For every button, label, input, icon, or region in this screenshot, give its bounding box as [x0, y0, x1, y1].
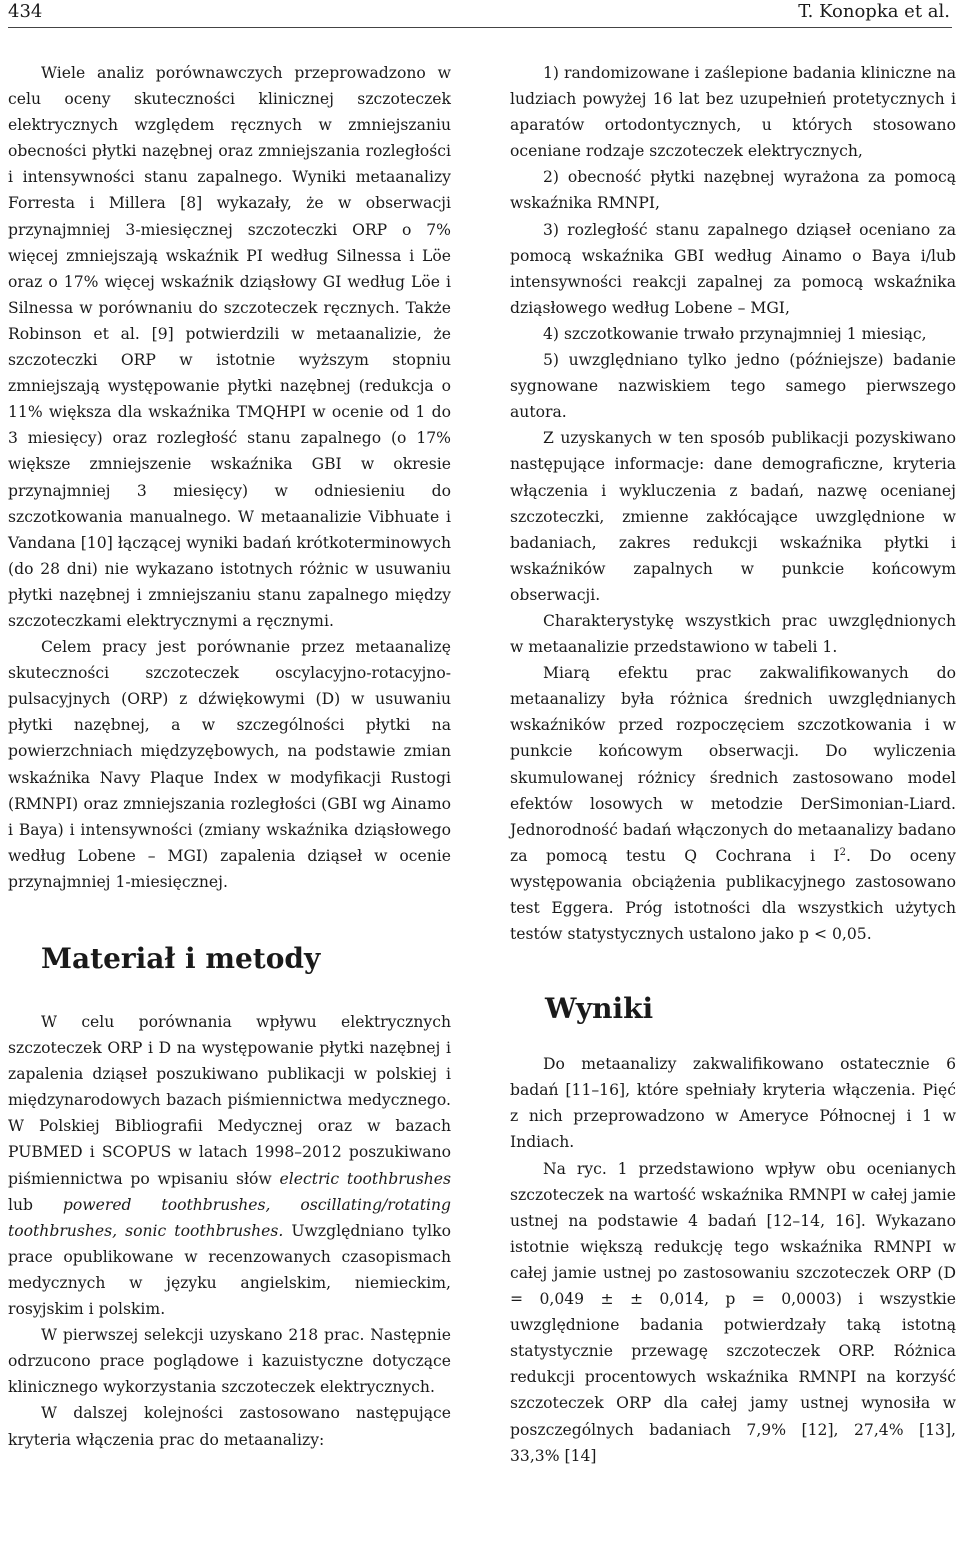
header-rule	[8, 27, 952, 28]
statistics-superscript: 2	[839, 846, 847, 858]
criteria-intro-paragraph: W dalszej kolejności zastosowano następujące kryteria włączenia prac do metaanalizy:	[8, 1404, 451, 1449]
results-paragraph-2: Na ryc. 1 przedstawiono wpływ obu ocenianych szczoteczek na wartość wskaźnika RMNPI w całej jamie ustnej na podstawie 4 badań [12–14, 16]. Wykazano istotnie większą redukcję tego wskaźnika RMNPI w całej jamie ustnej po zastosowaniu szczoteczek ORP (D = 0,049 ± ± 0,014, p = 0,0003) i wszystkie uwzględnione badania potwierdzały taką istotną statystycznie przewagę szczoteczek ORP. Różnica redukcji procentowych wskaźnika RMNPI na korzyść szczoteczek ORP dla całej jamy ustnej wynosiła w poszczególnych badaniach 7,9% [12], 27,4% [13], 33,3% [14]	[510, 1159, 956, 1465]
selection-paragraph: W pierwszej selekcji uzyskano 218 prac. Następnie odrzucono prace poglądowe i kazuistyczne dotyczące klinicznego wykorzystania szczoteczek elektrycznych.	[8, 1326, 451, 1397]
methods-text-b: lub	[8, 1195, 63, 1214]
criterion-2: 2) obecność płytki nazębnej wyrażona za pomocą wskaźnika RMNPI,	[510, 168, 956, 213]
aim-paragraph: Celem pracy jest porównanie przez metaanalizę skuteczności szczoteczek oscylacyjno-rotacyjno-pulsacyjnych (ORP) z dźwiękowymi (D) w usuwaniu płytki nazębnej, a w szczególności płytki na powierzchniach międzyzębowych, na podstawie zmian wskaźnika Navy Plaque Index w modyfikacji Rustogi (RMNPI) oraz zmniejszania rozległości (GBI wg Ainamo i Baya) i intensywności (zmiany wskaźnika dziąsłowego według Lobene – MGI) zapalenia dziąseł w ocenie przynajmniej 1-miesięcznej.	[8, 638, 451, 891]
statistics-text-a: Miarą efektu prac zakwalifikowanych do metaanalizy była różnica średnich uwzględnianych wskaźników przed rozpoczęciem szczotkowania i w punkcie końcowym obserwacji. Do wyliczenia skumulowanej różnicy średnich zastosowano model efektów losowych w metodzie DerSimonian-Liard. Jednorodność badań włączonych do metaanalizy badano za pomocą testu Q Cochrana i I	[510, 664, 956, 865]
methods-keywords-2: powered toothbrushes, oscillating/rotating toothbrushes, sonic toothbrushes.	[8, 1195, 451, 1240]
criterion-5: 5) uwzględniano tylko jedno (późniejsze) badanie sygnowane nazwiskiem tego samego pierwszego autora.	[510, 351, 956, 422]
methods-text-a: W celu porównania wpływu elektrycznych szczoteczek ORP i D na występowanie płytki nazębnej i zapalenia dziąseł poszukiwano publikacji w polskiej i międzynarodowych bazach piśmiennictwa medycznego. W Polskiej Bibliografii Medycznej oraz w bazach PUBMED i SCOPUS w latach 1998–2012 poszukiwano piśmiennictwa po wpisaniu słów	[8, 1013, 451, 1188]
running-head: T. Konopka et al.	[798, 1, 950, 22]
methods-keywords-1: electric toothbrushes	[279, 1169, 452, 1188]
methods-paragraph	[8, 1009, 451, 1322]
left-column	[8, 60, 451, 1453]
intro-paragraph: Wiele analiz porównawczych przeprowadzono w celu oceny skuteczności klinicznej szczoteczek elektrycznych względem ręcznych w zmniejszaniu obecności płytki nazębnej oraz zmniejszania rozległości i intensywności stanu zapalnego. Wyniki metaanalizy Forresta i Millera [8] wykazały, że w obserwacji przynajmniej 3-miesięcznej szczoteczki ORP o 7% więcej zmniejszają wskaźnik PI według Silnessa i Löe oraz o 17% więcej wskaźnik dziąsłowy GI według Löe i Silnessa w porównaniu do szczoteczek ręcznych. Także Robinson et al. [9] potwierdzili w metaanalizie, że szczoteczki ORP w istotnie wyższym stopniu zmniejszają występowanie płytki nazębnej (redukcja o 11% większa dla wskaźnika TMQHPI w ocenie od 1 do 3 miesięcy) oraz rozległość stanu zapalnego (o 17% większe zmniejszenie wskaźnika GBI w okresie przynajmniej 3 miesięcy) w odniesieniu do szczotkowania manualnego. W metaanalizie Vibhuate i Vandana [10] łączącej wyniki badań krótkoterminowych (do 28 dni) nie wykazano istotnych różnic w usuwaniu płytki nazębnej i zmniejszaniu stanu zapalnego między szczoteczkami elektrycznymi a ręcznymi.	[8, 64, 451, 630]
criterion-3: 3) rozległość stanu zapalnego dziąseł oceniano za pomocą wskaźnika GBI według Ainamo o Baya i/lub intensywności reakcji zapalnej za pomocą wskaźnika dziąsłowego według Lobene – MGI,	[510, 220, 956, 317]
statistics-paragraph	[510, 660, 956, 947]
page-number: 434	[8, 1, 43, 22]
page-header	[8, 0, 952, 26]
statistics-text-b: . Do oceny występowania obciążenia publikacyjnego zastosowano test Eggera. Próg istotności dla wszystkich użytych testów statystycznych ustalono jako p < 0,05.	[510, 846, 956, 944]
methods-text-c: Uwzględniano tylko prace opublikowane w recenzowanych czasopismach medycznych w języku angielskim, niemieckim, rosyjskim i polskim.	[8, 1221, 451, 1319]
right-column	[510, 60, 956, 1469]
table-reference-paragraph: Charakterystykę wszystkich prac uwzględnionych w metaanalizie przedstawiono w tabeli 1.	[510, 611, 956, 657]
results-paragraph-1: Do metaanalizy zakwalifikowano ostatecznie 6 badań [11–16], które spełniały kryteria włączenia. Pięć z nich przeprowadzono w Ameryce Północnej i 1 w Indiach.	[510, 1055, 956, 1152]
section-heading-methods: Materiał i metody	[41, 942, 321, 975]
criterion-1: 1) randomizowane i zaślepione badania kliniczne na ludziach powyżej 16 lat bez uzupełnień protetycznych i aparatów ortodontycznych, u których stosowano oceniane rodzaje szczoteczek elektrycznych,	[510, 64, 956, 161]
criterion-4: 4) szczotkowanie trwało przynajmniej 1 miesiąc,	[543, 324, 927, 343]
data-extraction-paragraph: Z uzyskanych w ten sposób publikacji pozyskiwano następujące informacje: dane demograficzne, kryteria włączenia i wykluczenia z badań, nazwę ocenianej szczoteczki, zmienne zakłócające uwzględnione w badaniach, zakres redukcji wskaźnika płytki i wskaźników zapalnych w punkcie końcowym obserwacji.	[510, 429, 956, 604]
section-heading-results: Wyniki	[545, 992, 654, 1026]
